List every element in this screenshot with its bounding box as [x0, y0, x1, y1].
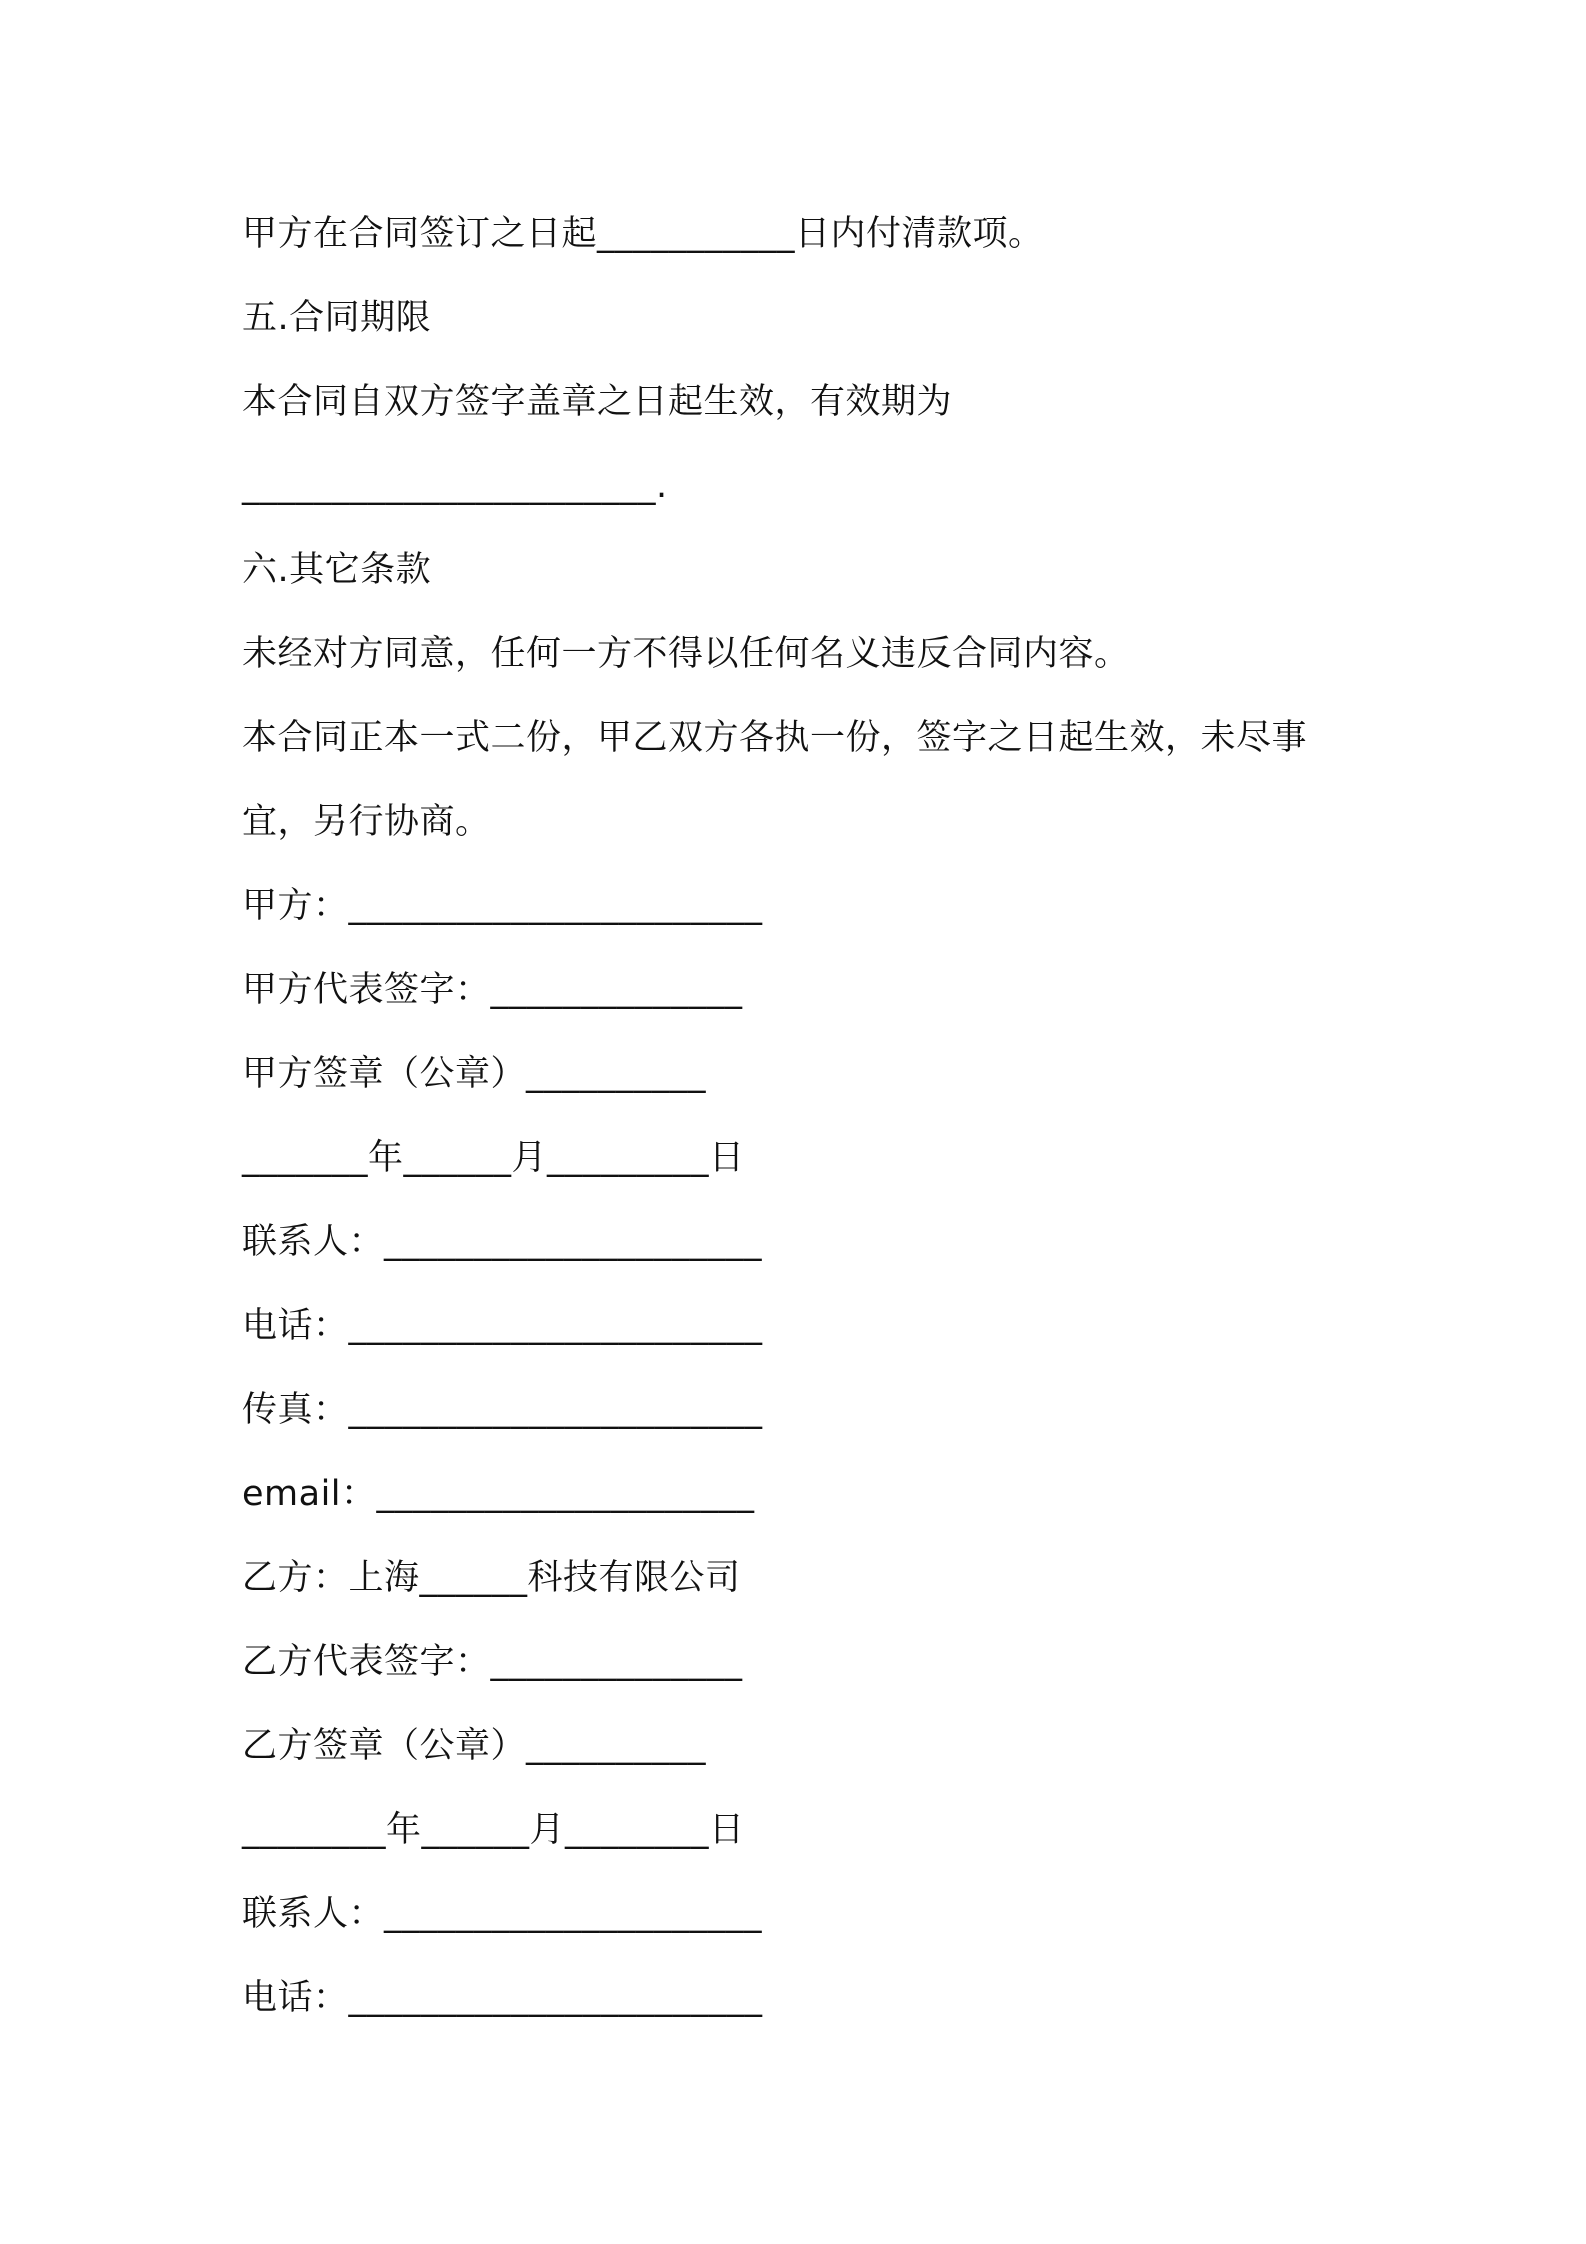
party-a-contact-person: 联系人：_____________________ [242, 1222, 763, 1262]
party-b-representative-signature: 乙方代表签字：______________ [242, 1642, 743, 1682]
party-a-representative-signature: 甲方代表签字：______________ [242, 970, 743, 1010]
document-body [242, 192, 1402, 2040]
party-a-name-field: 甲方：_______________________ [242, 886, 763, 926]
contract-validity-line: 本合同自双方签字盖章之日起生效，有效期为 [242, 382, 953, 422]
party-b-name-field: 乙方：上海______科技有限公司 [242, 1558, 741, 1598]
party-b-phone: 电话：_______________________ [242, 1978, 763, 2018]
party-b-seal: 乙方签章（公章）__________ [242, 1726, 707, 1766]
party-a-phone: 电话：_______________________ [242, 1306, 763, 1346]
party-a-seal: 甲方签章（公章）__________ [242, 1054, 707, 1094]
other-terms-line-3: 宜，另行协商。 [242, 802, 491, 842]
party-a-fax: 传真：_______________________ [242, 1390, 763, 1430]
other-terms-line-1: 未经对方同意，任何一方不得以任何名义违反合同内容。 [242, 634, 1130, 674]
section-heading-contract-term: 五.合同期限 [242, 298, 432, 338]
party-b-date: ________年______月________日 [242, 1810, 745, 1850]
section-heading-other-terms: 六.其它条款 [242, 550, 432, 590]
payment-term-line: 甲方在合同签订之日起___________日内付清款项。 [242, 214, 1044, 254]
party-a-date: _______年______月_________日 [242, 1138, 745, 1178]
party-b-contact-person: 联系人：_____________________ [242, 1894, 763, 1934]
other-terms-line-2: 本合同正本一式二份，甲乙双方各执一份，签字之日起生效，未尽事 [242, 718, 1308, 758]
party-a-email: email：_____________________ [242, 1474, 755, 1514]
validity-period-blank: _______________________. [242, 466, 668, 506]
